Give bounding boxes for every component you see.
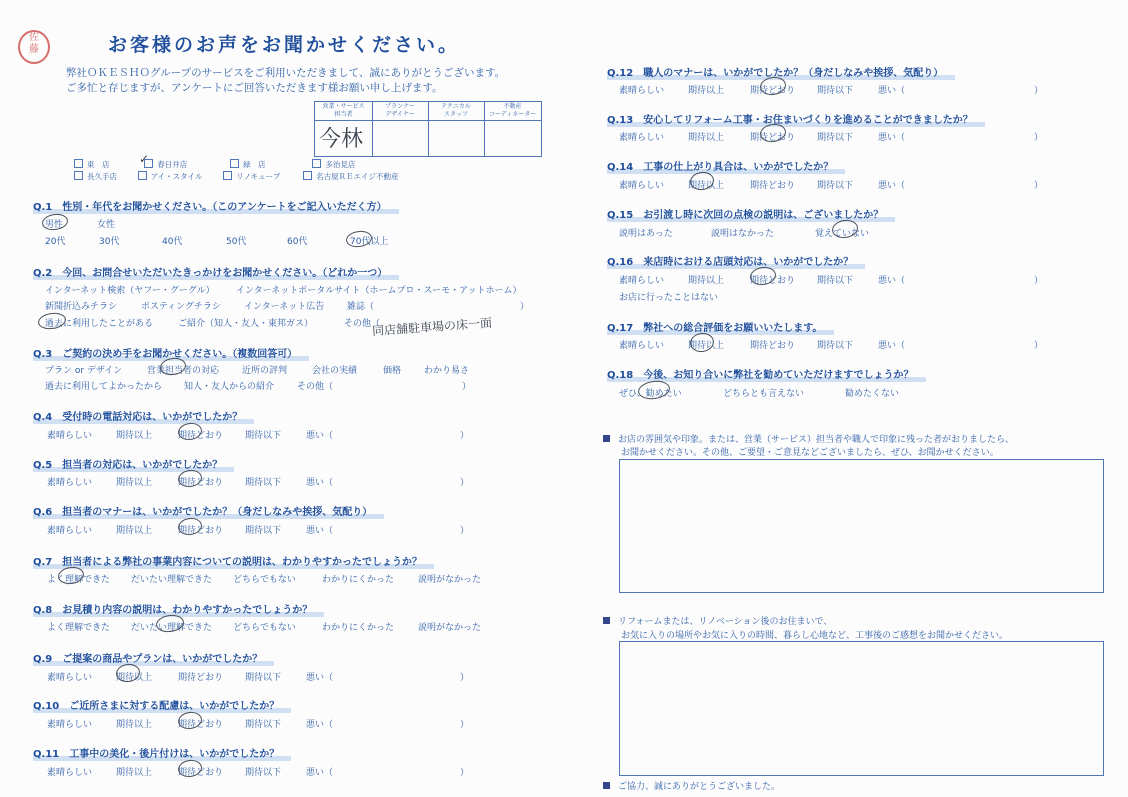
q5-option[interactable]: 期待どおり <box>178 478 224 488</box>
staff-header-technical: テクニカル スタッフ <box>428 102 484 121</box>
free-text-1-prompt-line-2: お聞かせください。その他、ご要望・ご意見などございましたら、ぜひ、お聞かせください。 <box>621 448 999 458</box>
store-checkbox[interactable] <box>74 171 83 180</box>
store-checkbox[interactable] <box>303 171 312 180</box>
q3-paren-close: ） <box>462 382 472 392</box>
q8-option[interactable]: 説明がなかった <box>418 623 482 633</box>
question-q5: Q.5 担当者の対応は、いかがでしたか？ <box>33 456 222 471</box>
q5-option[interactable]: 期待以上 <box>116 478 153 488</box>
q4-option[interactable]: 期待以下 <box>245 431 282 441</box>
q6-option[interactable]: 素晴らしい <box>47 526 93 536</box>
page-title: お客様のお声をお聞かせください。 <box>108 34 461 56</box>
intro-line-2: ご多忙と存じますが、アンケートにご回答いただきます様お願い申し上げます。 <box>66 82 443 94</box>
q17-option[interactable]: 期待以下 <box>817 341 854 351</box>
store-checkbox[interactable] <box>138 171 147 180</box>
q5-paren-close: ） <box>460 478 470 488</box>
question-q6: Q.6 担当者のマナーは、いかがでしたか？（身だしなみや挨拶、気配り） <box>33 503 372 518</box>
q3-option[interactable]: 価格 <box>383 366 402 376</box>
q14-option[interactable]: 期待以上 <box>688 181 725 191</box>
q9-option[interactable]: 悪い（ <box>306 673 334 683</box>
q13-paren-close: ） <box>1034 133 1044 143</box>
staff-header-sales: 営業・サービス 担当者 <box>315 102 372 121</box>
q11-option[interactable]: 素晴らしい <box>47 768 93 778</box>
q6-option[interactable]: 期待以下 <box>245 526 282 536</box>
staff-header-realestate: 不動産 コーディネーター <box>484 102 541 121</box>
q12-option[interactable]: 期待以上 <box>688 86 725 96</box>
q9-option[interactable]: 期待以下 <box>245 673 282 683</box>
q7-option[interactable]: だいたい理解できた <box>131 575 213 585</box>
store-row-1: 東 店 春日井店 緑 店 多治見店 <box>74 159 355 170</box>
q2-option[interactable]: インターネット広告 <box>244 302 325 312</box>
question-q14: Q.14 工事の仕上がり具合は、いかがでしたか？ <box>607 158 833 173</box>
question-q7: Q.7 担当者による弊社の事業内容についての説明は、わかりやすかったでしょうか？ <box>33 553 422 568</box>
square-bullet-icon <box>603 617 610 624</box>
q7-option[interactable]: よく理解できた <box>47 575 111 585</box>
q14-option[interactable]: 期待どおり <box>750 181 796 191</box>
q16-option[interactable]: 悪い（ <box>878 276 906 286</box>
q12-option[interactable]: 悪い（ <box>878 86 906 96</box>
q7-option[interactable]: わかりにくかった <box>322 575 395 585</box>
q2-paren-close: ） <box>520 302 530 312</box>
question-q8: Q.8 お見積り内容の説明は、わかりやすかったでしょうか？ <box>33 601 312 616</box>
q1-option[interactable]: 30代 <box>99 237 120 247</box>
q10-paren-close: ） <box>460 720 470 730</box>
q16-option[interactable]: 期待以下 <box>817 276 854 286</box>
q11-option[interactable]: 期待どおり <box>178 768 224 778</box>
free-text-1-prompt-line-1: お店の雰囲気や印象。または、営業（サービス）担当者や職人で印象に残った者がおりましたら、 <box>603 432 1014 445</box>
q13-option[interactable]: 悪い（ <box>878 133 906 143</box>
store-row-2: 長久手店 アイ・スタイル リノキューブ 名古屋ＲＥエイジ不動産 <box>74 171 399 182</box>
q2-option[interactable]: 雑誌（ <box>347 302 375 312</box>
q1-option[interactable]: 70代以上 <box>350 237 389 247</box>
square-bullet-icon <box>603 435 610 442</box>
q3-option[interactable]: プラン or デザイン <box>45 366 123 376</box>
q2-handwritten-other: 同店舗駐車場の床一面 <box>371 315 493 339</box>
q15-option[interactable]: 説明はなかった <box>711 229 775 239</box>
intro-line-1: 弊社ＯＫＥＳＨＯグループのサービスをご利用いただきまして、誠にありがとうございます。 <box>66 67 506 79</box>
q7-option[interactable]: どちらでもない <box>233 575 296 585</box>
check-mark-icon: ✓ <box>139 152 150 166</box>
q11-option[interactable]: 期待以上 <box>116 768 153 778</box>
q3-option[interactable]: 近所の評判 <box>242 366 288 376</box>
q1-option[interactable]: 60代 <box>287 237 308 247</box>
q14-paren-close: ） <box>1034 181 1044 191</box>
q4-option[interactable]: 期待どおり <box>178 431 224 441</box>
q2-option[interactable]: インターネット検索（ヤフー・グーグル） <box>45 286 215 296</box>
question-q17: Q.17 弊社への総合評価をお願いいたします。 <box>607 319 822 334</box>
q3-option[interactable]: 営業担当者の対応 <box>147 366 220 376</box>
q10-option[interactable]: 期待以上 <box>116 720 153 730</box>
staff-cell-sales[interactable] <box>315 102 373 156</box>
q10-option[interactable]: 素晴らしい <box>47 720 93 730</box>
q1-option[interactable]: 女性 <box>97 220 116 230</box>
free-text-2-box[interactable] <box>619 641 1104 776</box>
q3-option[interactable]: 知人・友人からの紹介 <box>184 382 275 392</box>
seal-stamp: 佐 藤 <box>18 30 50 64</box>
q14-option[interactable]: 素晴らしい <box>619 181 665 191</box>
q8-option[interactable]: わかりにくかった <box>322 623 395 633</box>
staff-header-planner: プランナー デザイナー <box>372 102 428 121</box>
q13-option[interactable]: 期待どおり <box>750 133 796 143</box>
q1-option[interactable]: 40代 <box>162 237 183 247</box>
staff-cell-realestate[interactable] <box>484 102 541 156</box>
question-q2: Q.2 今回、お問合せいただいたきっかけをお聞かせください。（どれか一つ） <box>33 264 387 279</box>
q10-option[interactable]: 期待どおり <box>178 720 224 730</box>
q16-option[interactable]: 素晴らしい <box>619 276 665 286</box>
q16-option[interactable]: お店に行ったことはない <box>619 293 719 303</box>
staff-table <box>314 101 542 157</box>
question-q9: Q.9 ご提案の商品やプランは、いかがでしたか？ <box>33 650 262 665</box>
q3-option[interactable]: 過去に利用してよかったから <box>45 382 163 392</box>
q4-paren-close: ） <box>460 431 470 441</box>
q14-option[interactable]: 悪い（ <box>878 181 906 191</box>
question-q18: Q.18 今後、お知り合いに弊社を勧めていただけますでしょうか？ <box>607 366 914 381</box>
q3-option[interactable]: 会社の実績 <box>312 366 358 376</box>
staff-handwritten-name: 今林 <box>319 127 364 152</box>
q13-option[interactable]: 素晴らしい <box>619 133 665 143</box>
square-bullet-icon <box>603 782 610 789</box>
question-q16: Q.16 来店時における店頭対応は、いかがでしたか？ <box>607 253 853 268</box>
q7-option[interactable]: 説明がなかった <box>418 575 482 585</box>
q8-option[interactable]: だいたい理解できた <box>131 623 213 633</box>
store-checkbox[interactable] <box>230 159 239 168</box>
q18-option[interactable]: ぜひ、勧めたい <box>619 389 682 399</box>
q3-option[interactable]: その他（ <box>297 382 334 392</box>
q1-option[interactable]: 50代 <box>226 237 247 247</box>
q1-option[interactable]: 男性 <box>45 220 64 230</box>
q2-option[interactable]: ポスティングチラシ <box>141 302 221 312</box>
q17-option[interactable]: 期待以上 <box>688 341 725 351</box>
q12-paren-close: ） <box>1034 86 1044 96</box>
staff-cell-technical[interactable] <box>428 102 485 156</box>
q13-option[interactable]: 期待以下 <box>817 133 854 143</box>
q17-option[interactable]: 素晴らしい <box>619 341 665 351</box>
staff-cell-planner[interactable] <box>372 102 429 156</box>
q11-paren-close: ） <box>460 768 470 778</box>
q13-option[interactable]: 期待以上 <box>688 133 725 143</box>
q6-paren-close: ） <box>460 526 470 536</box>
q9-option[interactable]: 期待どおり <box>178 673 224 683</box>
q11-option[interactable]: 期待以下 <box>245 768 282 778</box>
q18-option[interactable]: どちらとも言えない <box>723 389 805 399</box>
store-checkbox[interactable] <box>74 159 83 168</box>
q12-option[interactable]: 期待どおり <box>750 86 796 96</box>
free-text-2-prompt-line-1: リフォームまたは、リノベーション後のお住まいで、 <box>603 614 832 627</box>
q5-option[interactable]: 悪い（ <box>306 478 334 488</box>
q2-option[interactable]: その他（ <box>344 319 381 329</box>
q9-paren-close: ） <box>460 673 470 683</box>
footer-thanks: ご協力、誠にありがとうございました。 <box>603 779 780 792</box>
q5-option[interactable]: 期待以下 <box>245 478 282 488</box>
q9-option[interactable]: 期待以上 <box>116 673 153 683</box>
q6-option[interactable]: 悪い（ <box>306 526 334 536</box>
q16-paren-close: ） <box>1034 276 1044 286</box>
q16-option[interactable]: 期待以上 <box>688 276 725 286</box>
free-text-2-prompt-line-2: お気に入りの場所やお気に入りの時間、暮らし心地など、工事後のご感想をお聞かせください。 <box>621 631 1009 641</box>
store-checkbox[interactable] <box>223 171 232 180</box>
q17-paren-close: ） <box>1034 341 1044 351</box>
q5-option[interactable]: 素晴らしい <box>47 478 93 488</box>
question-q13: Q.13 安心してリフォーム工事・お住まいづくりを進めることができましたか？ <box>607 111 973 126</box>
q2-option[interactable]: インターネットポータルサイト（ホームプロ・スーモ・アットホーム） <box>236 286 522 296</box>
q2-option[interactable]: ご紹介（知人・友人・東邦ガス） <box>178 319 314 329</box>
question-q15: Q.15 お引渡し時に次回の点検の説明は、ございましたか？ <box>607 206 883 221</box>
q18-option[interactable]: 勧めたくない <box>845 389 900 399</box>
q6-option[interactable]: 期待どおり <box>178 526 224 536</box>
store-checkbox[interactable] <box>312 159 321 168</box>
question-q10: Q.10 ご近所さまに対する配慮は、いかがでしたか？ <box>33 697 279 712</box>
q2-option[interactable]: 新聞折込みチラシ <box>45 302 118 312</box>
q14-option[interactable]: 期待以下 <box>817 181 854 191</box>
q9-option[interactable]: 素晴らしい <box>47 673 93 683</box>
q8-option[interactable]: どちらでもない <box>233 623 296 633</box>
q10-option[interactable]: 期待以下 <box>245 720 282 730</box>
q15-option[interactable]: 覚えていない <box>815 229 870 239</box>
q1-option[interactable]: 20代 <box>45 237 66 247</box>
q16-option[interactable]: 期待どおり <box>750 276 796 286</box>
free-text-1-box[interactable] <box>619 459 1104 593</box>
q2-option[interactable]: 過去に利用したことがある <box>45 319 154 329</box>
q17-option[interactable]: 悪い（ <box>878 341 906 351</box>
q8-option[interactable]: よく理解できた <box>47 623 111 633</box>
q6-option[interactable]: 期待以上 <box>116 526 153 536</box>
q3-option[interactable]: わかり易さ <box>424 366 470 376</box>
q11-option[interactable]: 悪い（ <box>306 768 334 778</box>
q10-option[interactable]: 悪い（ <box>306 720 334 730</box>
question-q11: Q.11 工事中の美化・後片付けは、いかがでしたか？ <box>33 745 279 760</box>
question-q12: Q.12 職人のマナーは、いかがでしたか？（身だしなみや挨拶、気配り） <box>607 64 943 79</box>
q4-option[interactable]: 素晴らしい <box>47 431 93 441</box>
q4-option[interactable]: 期待以上 <box>116 431 153 441</box>
question-q3: Q.3 ご契約の決め手をお聞かせください。（複数回答可） <box>33 345 297 360</box>
question-q4: Q.4 受付時の電話対応は、いかがでしたか？ <box>33 408 242 423</box>
q12-option[interactable]: 素晴らしい <box>619 86 665 96</box>
q15-option[interactable]: 説明はあった <box>619 229 673 239</box>
question-q1: Q.1 性別・年代をお聞かせください。（このアンケートをご記入いただく方） <box>33 198 387 213</box>
q12-option[interactable]: 期待以下 <box>817 86 854 96</box>
q4-option[interactable]: 悪い（ <box>306 431 334 441</box>
q17-option[interactable]: 期待どおり <box>750 341 796 351</box>
